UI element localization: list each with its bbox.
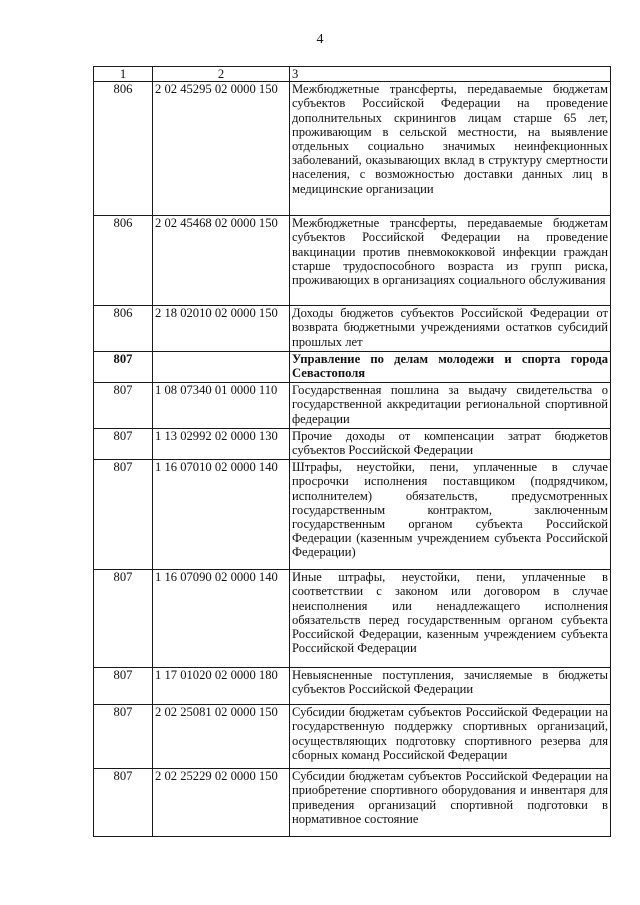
admin-code-cell: 807: [94, 705, 153, 769]
revenue-name-cell: Штрафы, неустойки, пени, уплаченные в случае просрочки исполнения поставщиком (подрядчиком, исполнителем) обязательств, предусмотренных государственным контрактом, заключенным государственным органом субъекта Российской Федерации (казенным учреждением субъекта Российской Федерации): [290, 460, 611, 570]
revenue-name-cell: Доходы бюджетов субъектов Российской Федерации от возврата бюджетными учреждениями остатков субсидий прошлых лет: [290, 306, 611, 352]
budget-code-cell: 1 16 07010 02 0000 140: [153, 460, 290, 570]
table-row: [94, 460, 611, 570]
column-header-1: 1: [94, 67, 153, 82]
revenue-name-cell: Прочие доходы от компенсации затрат бюджетов субъектов Российской Федерации: [290, 429, 611, 460]
admin-code-cell: 807: [94, 668, 153, 705]
table-row: [94, 705, 611, 769]
table-row: [94, 570, 611, 668]
revenue-name-cell: Управление по делам молодежи и спорта города Севастополя: [290, 352, 611, 383]
admin-code-cell: 806: [94, 216, 153, 306]
revenue-name-cell: Межбюджетные трансферты, передаваемые бюджетам субъектов Российской Федерации на проведение вакцинации против пневмококковой инфекции граждан старше трудоспособного возраста из групп риска, проживающих в организациях социального обслуживания: [290, 216, 611, 306]
column-header-3: 3: [290, 67, 611, 82]
table-row: [94, 82, 611, 216]
budget-code-cell: 1 13 02992 02 0000 130: [153, 429, 290, 460]
admin-code-cell: 807: [94, 429, 153, 460]
admin-code-cell: 807: [94, 570, 153, 668]
table-row: [94, 668, 611, 705]
budget-code-cell: 1 16 07090 02 0000 140: [153, 570, 290, 668]
budget-code-cell: 2 02 25081 02 0000 150: [153, 705, 290, 769]
budget-code-cell: 2 02 45295 02 0000 150: [153, 82, 290, 216]
revenue-codes-table: [93, 66, 611, 837]
admin-code-cell: 807: [94, 769, 153, 837]
table-row: [94, 352, 611, 383]
admin-code-cell: 806: [94, 306, 153, 352]
page-number: 4: [316, 32, 324, 47]
table-row: [94, 383, 611, 429]
revenue-name-cell: Межбюджетные трансферты, передаваемые бюджетам субъектов Российской Федерации на проведение дополнительных скринингов лицам старше 65 лет, проживающим в сельской местности, на выявление отдельных социально значимых неинфекционных заболеваний, оказывающих вклад в структуру смертности населения, с возможностью доставки данных лиц в медицинские организации: [290, 82, 611, 216]
table-body: [94, 67, 611, 837]
budget-code-cell: [153, 352, 290, 383]
admin-code-cell: 806: [94, 82, 153, 216]
admin-code-cell: 807: [94, 383, 153, 429]
budget-code-cell: 2 02 45468 02 0000 150: [153, 216, 290, 306]
column-header-2: 2: [153, 67, 290, 82]
budget-code-cell: 2 18 02010 02 0000 150: [153, 306, 290, 352]
revenue-name-cell: Государственная пошлина за выдачу свидетельства о государственной аккредитации региональной спортивной федерации: [290, 383, 611, 429]
revenue-name-cell: Иные штрафы, неустойки, пени, уплаченные в соответствии с законом или договором в случае неисполнения или ненадлежащего исполнения обязательств перед государственным органом субъекта Российской Федерации, казенным учреждением субъекта Российской Федерации: [290, 570, 611, 668]
budget-code-cell: 1 17 01020 02 0000 180: [153, 668, 290, 705]
revenue-name-cell: Субсидии бюджетам субъектов Российской Федерации на государственную поддержку спортивных организаций, осуществляющих подготовку спортивного резерва для сборных команд Российской Федерации: [290, 705, 611, 769]
table-row: [94, 216, 611, 306]
admin-code-cell: 807: [94, 352, 153, 383]
admin-code-cell: 807: [94, 460, 153, 570]
budget-code-cell: 2 02 25229 02 0000 150: [153, 769, 290, 837]
revenue-name-cell: Невыясненные поступления, зачисляемые в бюджеты субъектов Российской Федерации: [290, 668, 611, 705]
table-header-row: [94, 67, 611, 82]
table-row: [94, 306, 611, 352]
table-row: [94, 769, 611, 837]
budget-code-cell: 1 08 07340 01 0000 110: [153, 383, 290, 429]
revenue-name-cell: Субсидии бюджетам субъектов Российской Федерации на приобретение спортивного оборудования и инвентаря для приведения организаций спортивной подготовки в нормативное состояние: [290, 769, 611, 837]
table-row: [94, 429, 611, 460]
